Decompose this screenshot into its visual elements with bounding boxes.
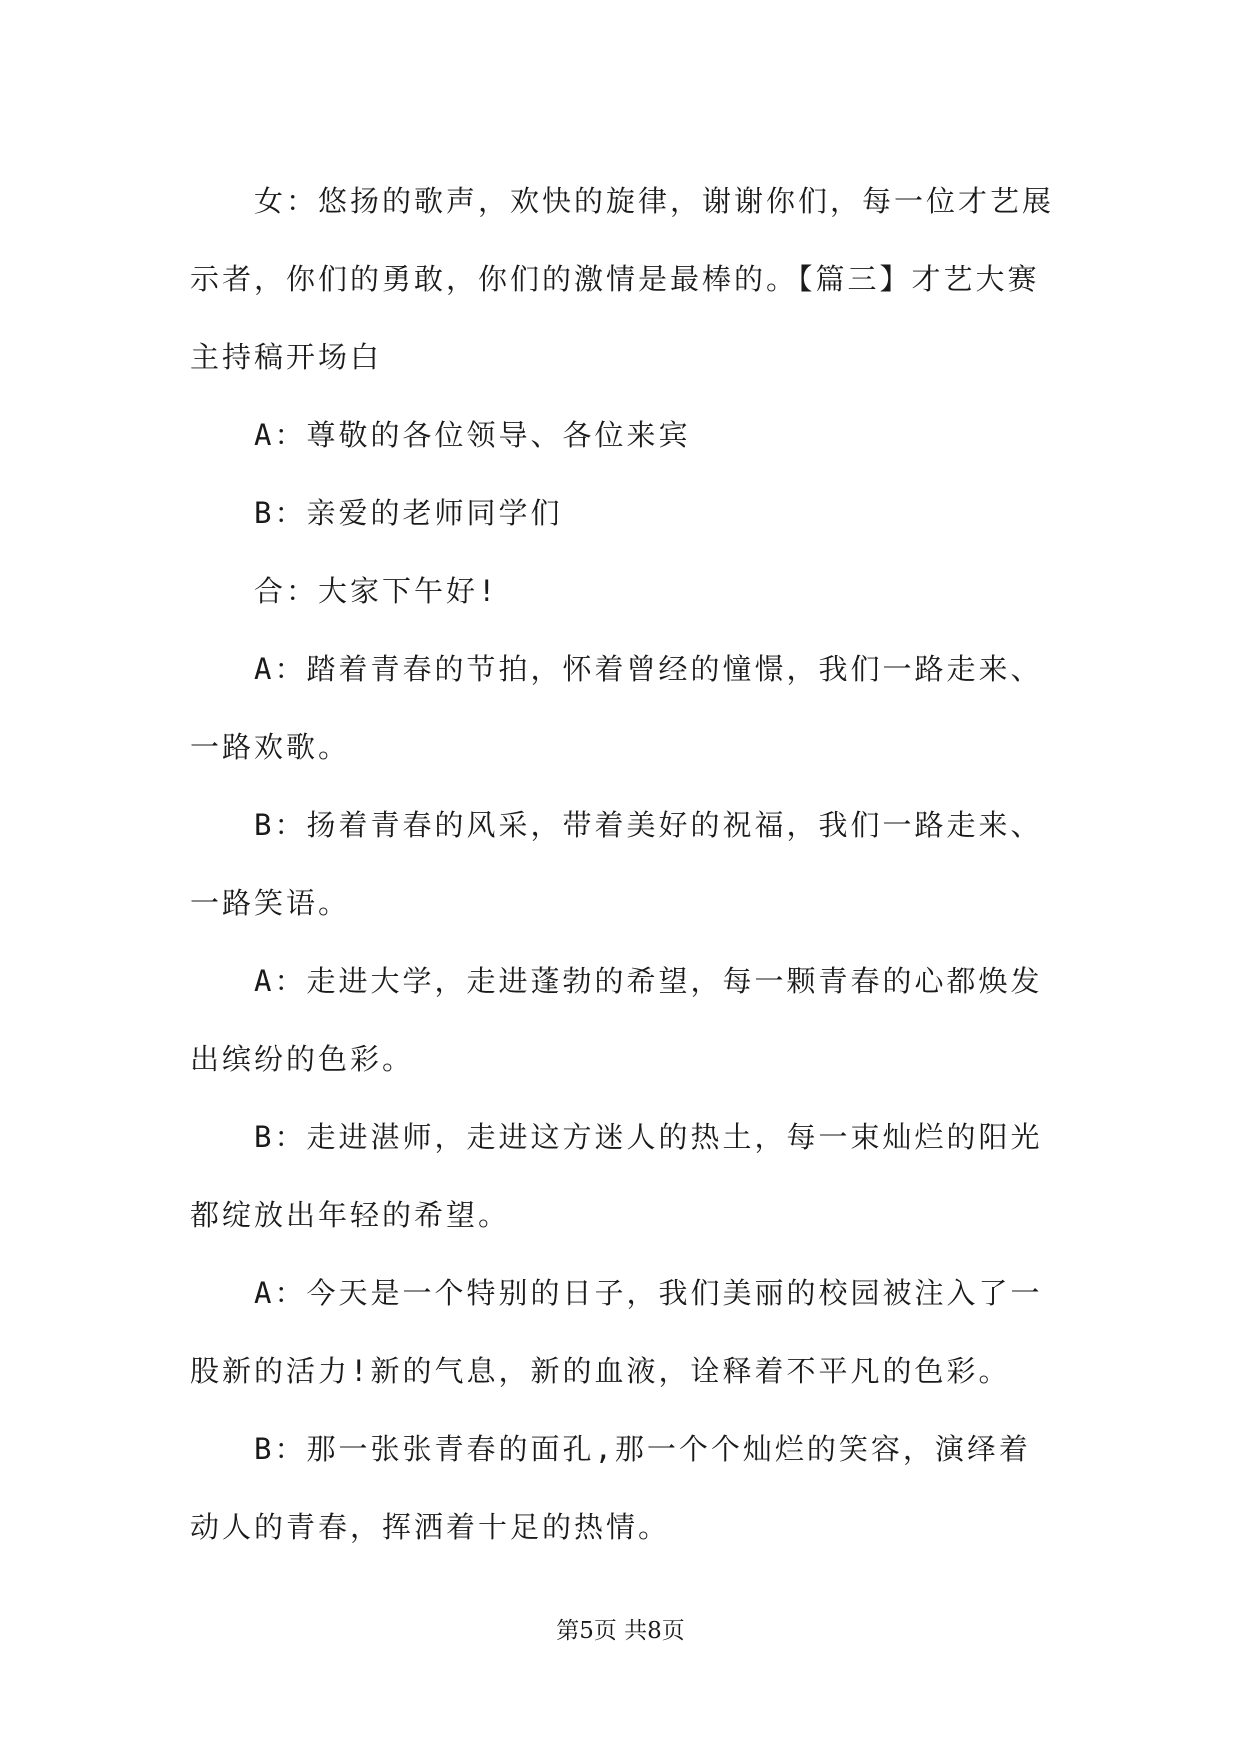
paragraph: A：今天是一个特别的日子，我们美丽的校园被注入了一股新的活力!新的气息，新的血液，诠释着不平凡的色彩。 [190, 1276, 1043, 1388]
paragraph: B：扬着青春的风采，带着美好的祝福，我们一路走来、一路笑语。 [190, 808, 1043, 920]
paragraph: A：走进大学，走进蓬勃的希望，每一颗青春的心都焕发出缤纷的色彩。 [190, 964, 1043, 1076]
paragraph: 合：大家下午好! [254, 574, 499, 608]
paragraph: B：走进湛师，走进这方迷人的热土，每一束灿烂的阳光都绽放出年轻的希望。 [190, 1120, 1043, 1232]
paragraph: A：尊敬的各位领导、各位来宾 [254, 418, 691, 452]
page-footer: 第5页 共8页 [556, 1618, 685, 1644]
paragraph: A：踏着青春的节拍，怀着曾经的憧憬，我们一路走来、一路欢歌。 [190, 652, 1043, 764]
paragraph: B：那一张张青春的面孔,那一个个灿烂的笑容，演绎着动人的青春，挥洒着十足的热情。 [190, 1432, 1031, 1544]
paragraph: B：亲爱的老师同学们 [254, 496, 563, 530]
document-body [190, 162, 1060, 1566]
paragraph: 女：悠扬的歌声，欢快的旋律，谢谢你们，每一位才艺展示者，你们的勇敢，你们的激情是最棒的。【篇三】才艺大赛主持稿开场白 [190, 184, 1055, 374]
